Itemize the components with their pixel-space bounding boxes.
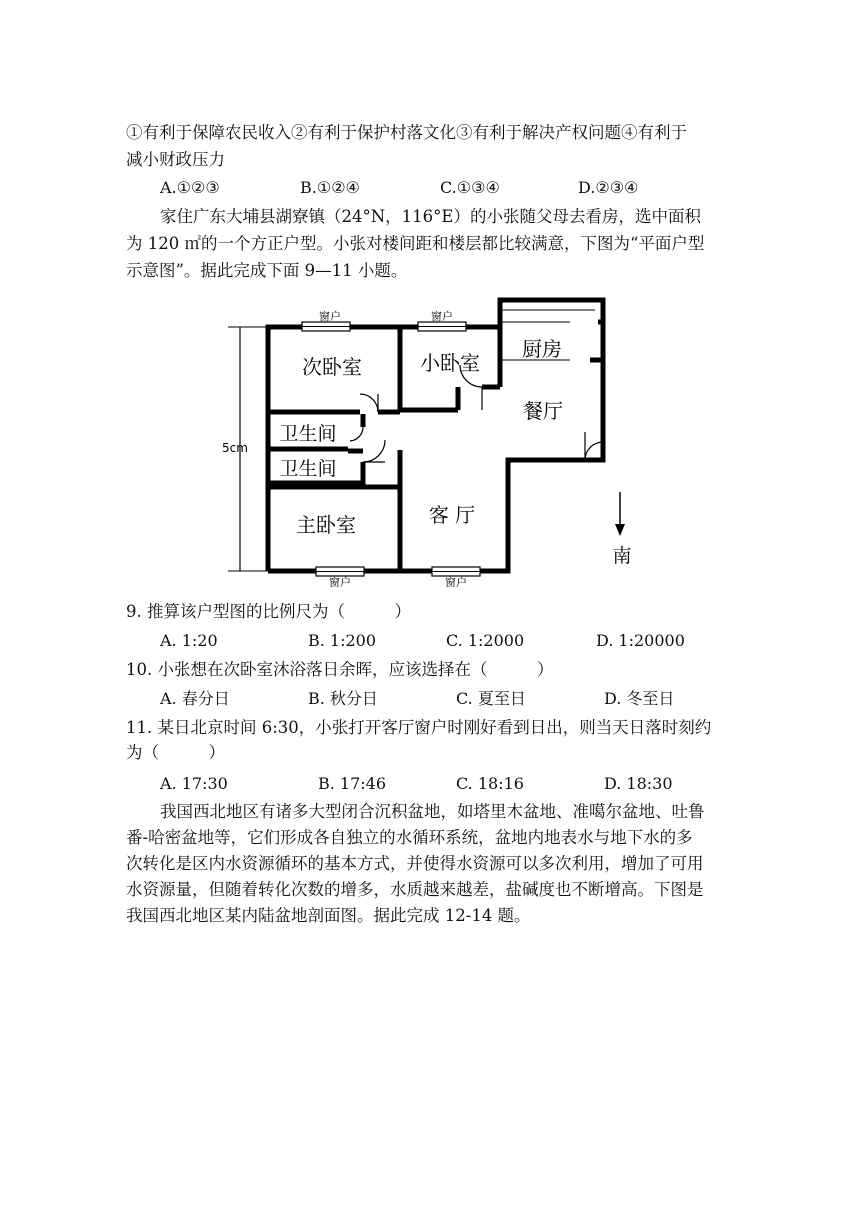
- question-10-stem: 10. 小张想在次卧室沐浴落日余晖，应该选择在（ ）: [126, 660, 554, 679]
- q9-option-d: D. 1:20000: [596, 631, 685, 650]
- option-b: B.①②④: [300, 178, 360, 197]
- question-stem-line: ①有利于保障农民收入②有利于保护村落文化③有利于解决产权问题④有利于: [126, 123, 687, 142]
- room-master-bedroom: 主卧室: [296, 513, 356, 537]
- option-c: C.①③④: [440, 178, 500, 197]
- option-d: D.②③④: [578, 178, 639, 197]
- question-11-stem: 为（ ）: [126, 743, 225, 762]
- q10-option-b: B. 秋分日: [308, 689, 378, 708]
- scale-label: 5cm: [222, 441, 248, 455]
- passage-line: 番-哈密盆地等，它们形成各自独立的水循环系统，盆地内地表水与地下水的多: [126, 828, 693, 847]
- room-small-bedroom: 小卧室: [420, 351, 480, 375]
- window-label: 窗户: [431, 310, 453, 323]
- q11-option-a: A. 17:30: [160, 774, 228, 793]
- passage-line: 为 120 ㎡的一个方正户型。小张对楼间距和楼层都比较满意，下图为“平面户型: [126, 234, 705, 253]
- room-bathroom: 卫生间: [279, 423, 337, 445]
- room-kitchen: 厨房: [522, 337, 562, 361]
- south-label: 南: [612, 545, 632, 567]
- window-label: 窗户: [445, 576, 467, 589]
- passage-line: 示意图”。据此完成下面 9—11 小题。: [126, 261, 408, 280]
- q10-option-d: D. 冬至日: [604, 689, 675, 708]
- passage-line: 我国西北地区有诸多大型闭合沉积盆地，如塔里木盆地、准噶尔盆地、吐鲁: [160, 802, 705, 821]
- question-9-stem: 9. 推算该户型图的比例尺为（ ）: [126, 602, 411, 621]
- q10-option-a: A. 春分日: [160, 689, 230, 708]
- question-stem-line: 减小财政压力: [126, 150, 225, 169]
- room-dining: 餐厅: [523, 399, 563, 423]
- q11-option-c: C. 18:16: [456, 774, 524, 793]
- passage-line: 水资源量，但随着转化次数的增多，水质越来越差，盐碱度也不断增高。下图是: [126, 880, 704, 899]
- q11-option-d: D. 18:30: [604, 774, 673, 793]
- passage-line: 次转化是区内水资源循环的基本方式，并使得水资源可以多次利用，增加了可用: [126, 854, 704, 873]
- room-bathroom: 卫生间: [279, 458, 337, 480]
- room-living: 客 厅: [428, 503, 476, 527]
- floor-plan-diagram: [220, 292, 640, 592]
- window-label: 窗户: [329, 576, 351, 589]
- q11-option-b: B. 17:46: [318, 774, 387, 793]
- q9-option-b: B. 1:200: [308, 631, 377, 650]
- passage-line: 家住广东大埔县湖寮镇（24°N，116°E）的小张随父母去看房，选中面积: [160, 207, 701, 226]
- passage-line: 我国西北地区某内陆盆地剖面图。据此完成 12-14 题。: [126, 906, 531, 925]
- q9-option-a: A. 1:20: [160, 631, 218, 650]
- window-label: 窗户: [319, 310, 341, 323]
- option-a: A.①②③: [160, 178, 220, 197]
- room-second-bedroom: 次卧室: [302, 355, 362, 379]
- q9-option-c: C. 1:2000: [446, 631, 525, 650]
- q10-option-c: C. 夏至日: [456, 689, 526, 708]
- question-11-stem: 11. 某日北京时间 6:30，小张打开客厅窗户时刚好看到日出，则当天日落时刻约: [126, 718, 712, 737]
